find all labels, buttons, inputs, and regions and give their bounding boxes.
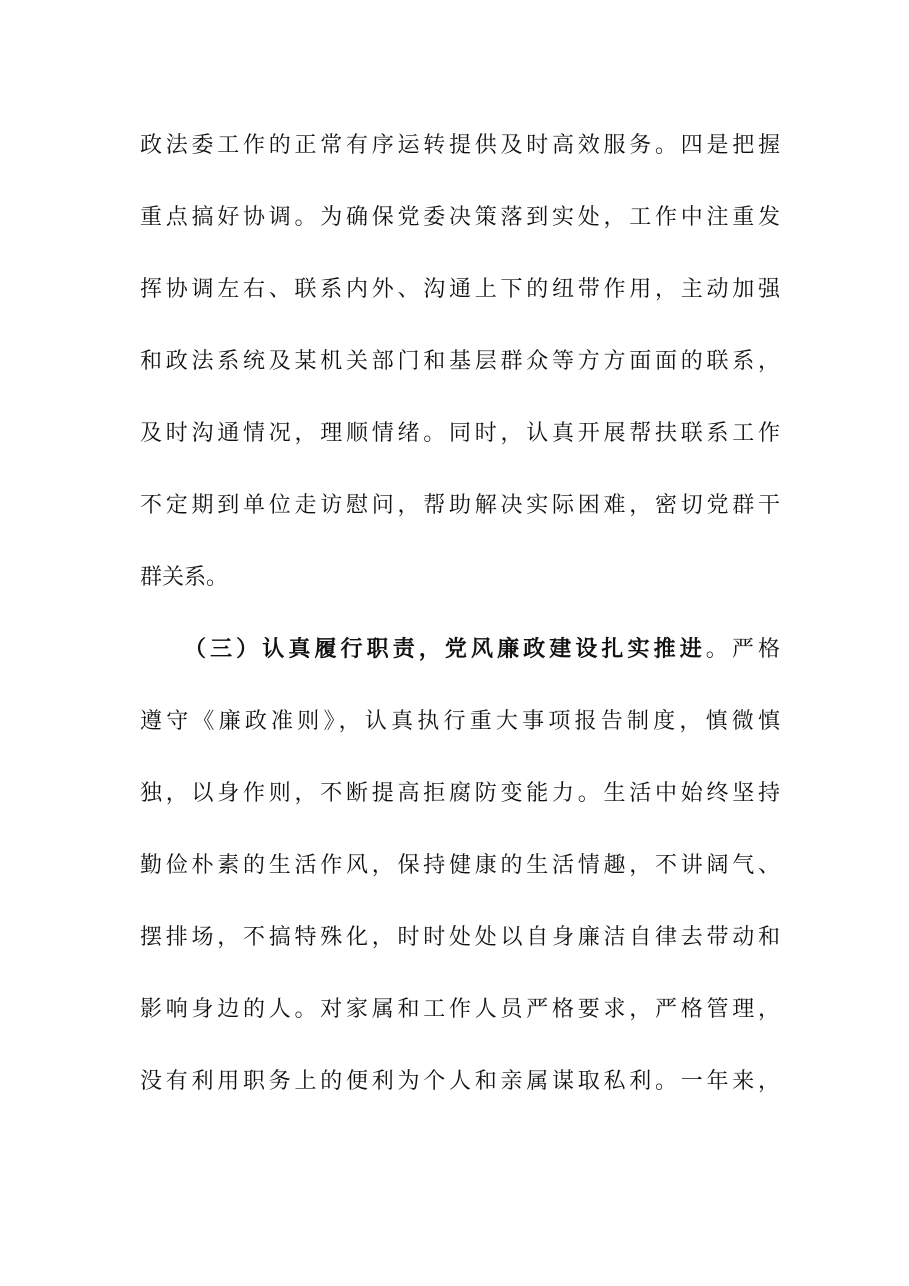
paragraph-line: 政法委工作的正常有序运转提供及时高效服务。四是把握: [140, 133, 780, 158]
paragraph-line: 挥协调左右、联系内外、沟通上下的纽带作用，主动加强: [140, 277, 780, 302]
section-heading: （三）认真履行职责，党风廉政建设扎实推进: [184, 637, 706, 662]
paragraph-line: 群关系。: [140, 565, 229, 590]
paragraph-line: 和政法系统及某机关部门和基层群众等方方面面的联系，: [140, 349, 780, 374]
section-heading-tail: 。严格: [705, 637, 780, 662]
paragraph-line: 摆排场，不搞特殊化，时时处处以自身廉洁自律去带动和: [140, 925, 780, 950]
paragraph-line: 影响身边的人。对家属和工作人员严格要求，严格管理，: [140, 997, 780, 1022]
section-heading-line: [140, 614, 780, 686]
document-body: [140, 110, 780, 1118]
paragraph-line: 遵守《廉政准则》，认真执行重大事项报告制度，慎微慎: [140, 709, 780, 734]
paragraph-line: 不定期到单位走访慰问，帮助解决实际困难，密切党群干: [140, 493, 780, 518]
paragraph-line: 及时沟通情况，理顺情绪。同时，认真开展帮扶联系工作: [140, 421, 780, 446]
paragraph-line: 独，以身作则，不断提高拒腐防变能力。生活中始终坚持: [140, 781, 780, 806]
paragraph-line: 没有利用职务上的便利为个人和亲属谋取私利。一年来，: [140, 1069, 780, 1094]
paragraph-line: 重点搞好协调。为确保党委决策落到实处，工作中注重发: [140, 205, 780, 230]
paragraph-line: 勤俭朴素的生活作风，保持健康的生活情趣，不讲阔气、: [140, 853, 780, 878]
